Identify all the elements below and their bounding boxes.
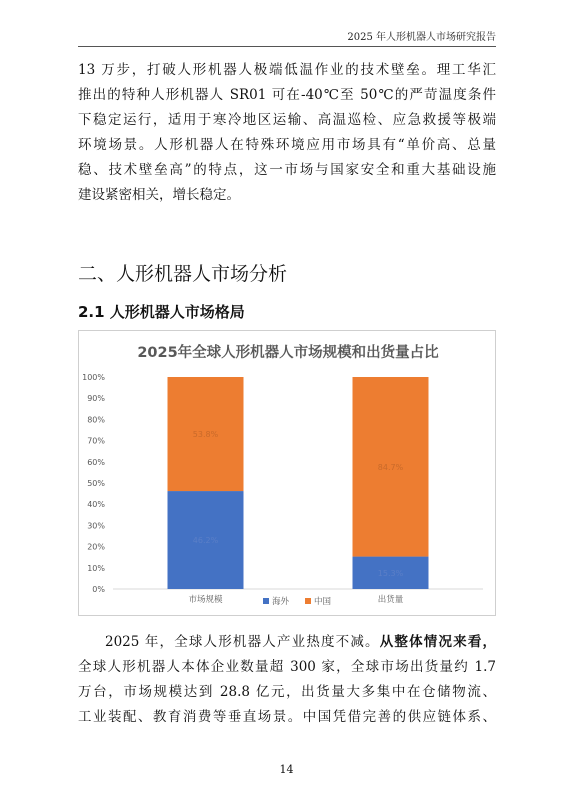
y-tick-label: 60% (87, 457, 105, 467)
y-tick-label: 70% (87, 436, 105, 446)
intro-paragraph (78, 58, 496, 208)
y-tick-label: 50% (87, 479, 105, 488)
chart-svg (79, 331, 497, 617)
intro-line: 推出的特种人形机器人 SR01 可在-40℃至 50℃的严苛温度条件 (78, 87, 496, 103)
bold-text: 从整体情况来看， (379, 634, 496, 650)
chart-title: 2025年全球人形机器人市场规模和出货量占比 (137, 345, 439, 361)
body-paragraph (78, 630, 496, 730)
subsection-heading: 2.1 人形机器人市场格局 (78, 303, 245, 321)
legend-label: 中国 (314, 597, 332, 607)
legend-swatch (263, 598, 269, 604)
legend-label: 海外 (272, 597, 290, 607)
data-label: 15.3% (377, 568, 404, 578)
y-tick-label: 90% (87, 394, 105, 404)
y-tick-label: 0% (92, 585, 105, 594)
intro-line: 稳、技术壁垒高”的特点，这一市场与国家安全和重大基础设施 (78, 162, 496, 178)
y-tick-label: 30% (87, 521, 105, 531)
body-line (78, 705, 496, 730)
data-label: 53.8% (192, 430, 219, 440)
market-share-chart (78, 330, 496, 616)
section-heading: 二、人形机器人市场分析 (78, 263, 288, 285)
intro-line: 13 万步，打破人形机器人极端低温作业的技术壁垒。理工华汇 (78, 62, 496, 78)
data-label: 46.2% (192, 536, 219, 546)
text-run: 全球人形机器人本体企业数量超 300 家，全球市场出货量约 1.7 (78, 659, 496, 675)
intro-line: 建设紧密相关，增长稳定。 (78, 187, 240, 203)
intro-line: 环境场景。人形机器人在特殊环境应用市场具有“单价高、总量 (78, 137, 496, 153)
page-header (78, 28, 496, 47)
x-tick-label: 市场规模 (188, 595, 223, 605)
text-run: 工业装配、教育消费等垂直场景。中国凭借完善的供应链体系、 (78, 709, 496, 725)
x-tick-label: 出货量 (377, 595, 404, 605)
y-tick-label: 40% (87, 500, 105, 510)
intro-line: 下稳定运行，适用于寒冷地区运输、高温巡检、应急救援等极端 (78, 112, 496, 128)
body-line (78, 680, 496, 705)
y-tick-label: 10% (87, 563, 105, 573)
text-run: 万台，市场规模达到 28.8 亿元，出货量大多集中在仓储物流、 (78, 684, 496, 700)
text-run: 2025 年，全球人形机器人产业热度不减。 (105, 634, 380, 650)
page-number: 14 (279, 763, 294, 776)
y-tick-label: 80% (87, 415, 105, 425)
body-line (78, 630, 496, 655)
y-tick-label: 100% (82, 373, 105, 382)
body-line (78, 655, 496, 680)
header-title: 2025 年人形机器人市场研究报告 (347, 32, 496, 43)
y-tick-label: 20% (87, 542, 105, 552)
legend-swatch (305, 598, 311, 604)
data-label: 84.7% (377, 462, 404, 472)
